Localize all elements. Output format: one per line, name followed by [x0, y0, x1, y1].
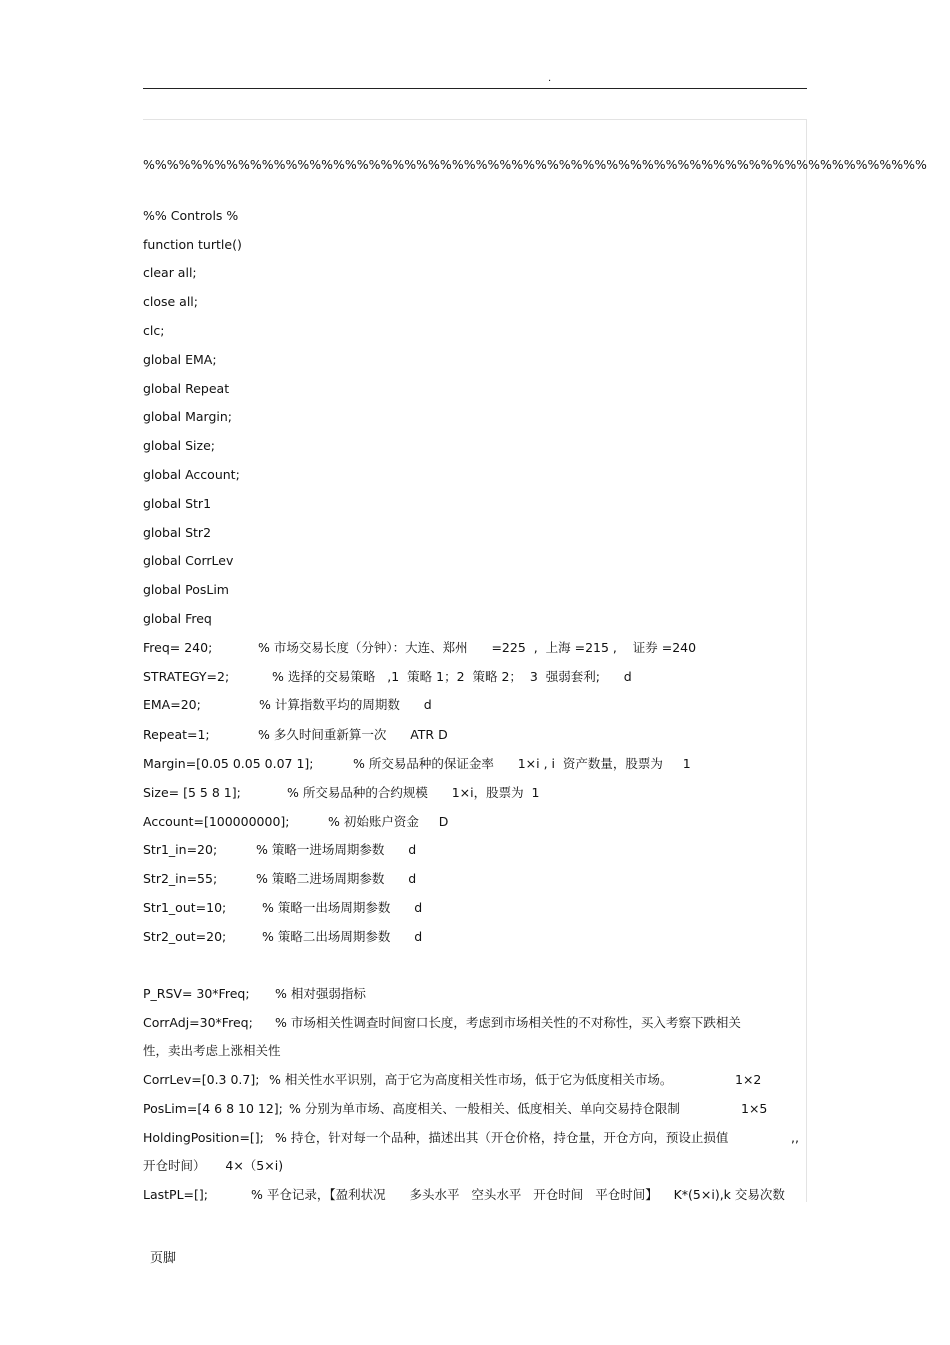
code-line: global Margin; [143, 409, 233, 424]
assignment-code: LastPL=[]; [143, 1187, 208, 1202]
code-line: close all; [143, 294, 198, 309]
assignment-comment: % 所交易品种的保证金率 1×i , i 资产数量，股票为 1 [353, 756, 691, 771]
comment-continuation: 性，卖出考虑上涨相关性 [143, 1043, 281, 1058]
assignment-code: Margin=[0.05 0.05 0.07 1]; [143, 756, 314, 771]
assignment-comment: % 市场交易长度（分钟）：大连、郑州 =225 , 上海 =215 , 证券 =240 [258, 640, 697, 655]
page-footer: 页脚 [150, 1251, 177, 1266]
comment-continuation: 开仓时间） 4×（5×i) [143, 1158, 284, 1173]
assignment-code: CorrAdj=30*Freq; [143, 1015, 253, 1030]
assignment-comment: % 相关性水平识别，高于它为高度相关性市场，低于它为低度相关市场。 [269, 1072, 673, 1087]
code-line: global CorrLev [143, 553, 234, 568]
code-line: global Freq [143, 611, 212, 626]
assignment-code: Str1_out=10; [143, 900, 227, 915]
header-mark: . [548, 73, 552, 84]
assignment-comment: % 相对强弱指标 [275, 986, 366, 1001]
assignment-comment: % 策略一出场周期参数 d [262, 900, 423, 915]
code-line: global Str2 [143, 525, 212, 540]
code-line: global Str1 [143, 496, 212, 511]
assignment-comment: % 多久时间重新算一次 ATR D [258, 727, 448, 742]
dimension-note: 1×2 [735, 1072, 762, 1087]
code-frame [143, 119, 807, 1202]
assignment-code: CorrLev=[0.3 0.7]; [143, 1072, 260, 1087]
assignment-code: STRATEGY=2; [143, 669, 230, 684]
assignment-comment: % 选择的交易策略 ,1 策略 1；2 策略 2； 3 强弱套利; d [272, 669, 632, 684]
code-line: function turtle() [143, 237, 242, 252]
header-rule [143, 88, 807, 89]
code-line: global PosLim [143, 582, 229, 597]
assignment-comment: % 初始账户资金 D [328, 814, 449, 829]
assignment-code: Account=[100000000]; [143, 814, 290, 829]
assignment-code: Str1_in=20; [143, 842, 218, 857]
code-line: global Size; [143, 438, 215, 453]
assignment-code: Freq= 240; [143, 640, 213, 655]
dimension-note: ,, [791, 1130, 799, 1145]
assignment-comment: % 所交易品种的合约规模 1×i，股票为 1 [287, 785, 540, 800]
code-line: global Repeat [143, 381, 230, 396]
assignment-comment: % 持仓，针对每一个品种，描述出其（开仓价格，持仓量，开仓方向，预设止损值 [275, 1130, 729, 1145]
assignment-code: Repeat=1; [143, 727, 210, 742]
assignment-comment: % 平仓记录，【盈利状况 多头水平 空头水平 开仓时间 平仓时间】 K*(5×i),k 交易次数 [251, 1187, 785, 1202]
code-line: clc; [143, 323, 165, 338]
code-line: %% Controls % [143, 208, 239, 223]
dimension-note: 1×5 [741, 1101, 768, 1116]
assignment-comment: % 市场相关性调查时间窗口长度，考虑到市场相关性的不对称性，买入考察下跌相关 [275, 1015, 741, 1030]
assignment-code: EMA=20; [143, 697, 201, 712]
assignment-code: Str2_out=20; [143, 929, 227, 944]
separator-line: %%%%%%%%%%%%%%%%%%%%%%%%%%%%%%%%%%%%%%%%%%%%%%%%%%%%%%%%%%%%%%%%%% [143, 157, 927, 172]
code-line: global EMA; [143, 352, 217, 367]
code-line: clear all; [143, 265, 197, 280]
assignment-code: Str2_in=55; [143, 871, 218, 886]
code-line: global Account; [143, 467, 240, 482]
assignment-code: Size= [5 5 8 1]; [143, 785, 241, 800]
assignment-comment: % 策略一进场周期参数 d [256, 842, 417, 857]
assignment-comment: % 分别为单市场、高度相关、一般相关、低度相关、单向交易持仓限制 [289, 1101, 680, 1116]
assignment-comment: % 策略二进场周期参数 d [256, 871, 417, 886]
assignment-comment: % 计算指数平均的周期数 d [259, 697, 432, 712]
assignment-code: HoldingPosition=[]; [143, 1130, 264, 1145]
assignment-code: PosLim=[4 6 8 10 12]; [143, 1101, 283, 1116]
assignment-code: P_RSV= 30*Freq; [143, 986, 250, 1001]
assignment-comment: % 策略二出场周期参数 d [262, 929, 423, 944]
